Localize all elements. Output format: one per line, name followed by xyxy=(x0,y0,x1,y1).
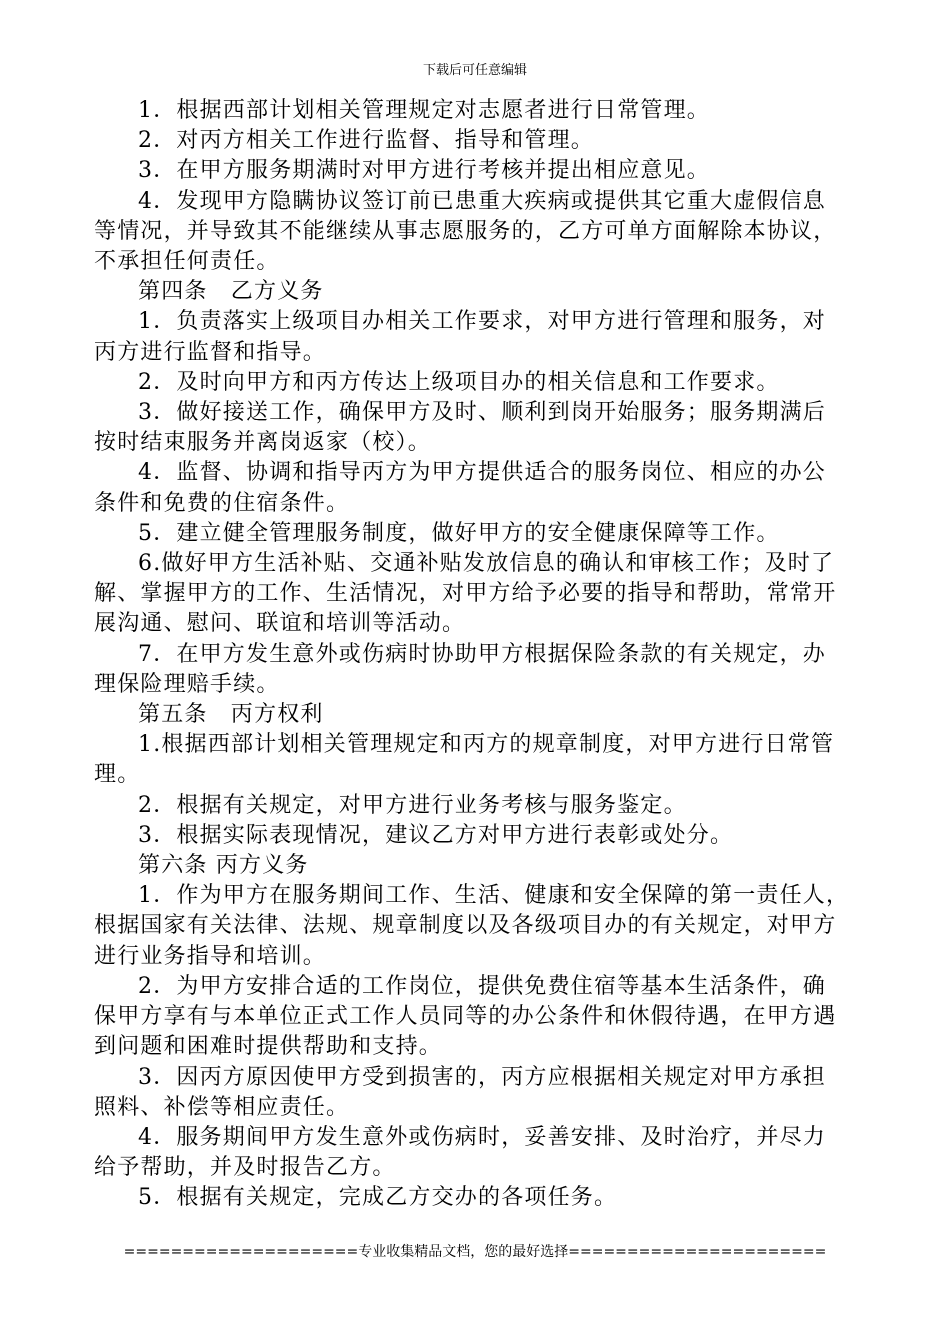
paragraph xyxy=(94,307,872,367)
text-line: 1.根据西部计划相关管理规定和丙方的规章制度，对甲方进行日常管 xyxy=(138,732,835,758)
paragraph xyxy=(94,398,872,458)
text-line: 到问题和困难时提供帮助和支持。 xyxy=(94,1034,443,1060)
page-header: 下载后可任意编辑 xyxy=(422,63,527,78)
text-line: 进行业务指导和培训。 xyxy=(94,943,327,969)
paragraph xyxy=(94,1183,872,1213)
text-line: 3．做好接送工作，确保甲方及时、顺利到岗开始服务；服务期满后 xyxy=(138,400,826,426)
paragraph xyxy=(94,368,872,398)
section-heading-4: 第四条 乙方义务 xyxy=(138,279,324,305)
document-body xyxy=(94,96,872,1214)
text-line: 保甲方享有与本单位正式工作人员同等的办公条件和休假待遇，在甲方遇 xyxy=(94,1004,837,1030)
text-line: 3．根据实际表现情况，建议乙方对甲方进行表彰或处分。 xyxy=(138,822,734,848)
paragraph xyxy=(94,156,872,186)
section-heading-6: 第六条 丙方义务 xyxy=(138,853,309,879)
paragraph xyxy=(94,1123,872,1183)
paragraph xyxy=(94,549,872,640)
text-line: 等情况，并导致其不能继续从事志愿服务的，乙方可单方面解除本协议， xyxy=(94,218,837,244)
text-line: 理。 xyxy=(94,762,141,788)
text-line: 5．建立健全管理服务制度，做好甲方的安全健康保障等工作。 xyxy=(138,520,780,546)
paragraph xyxy=(94,640,872,700)
text-line: 照料、补偿等相应责任。 xyxy=(94,1094,350,1120)
paragraph xyxy=(94,1063,872,1123)
paragraph xyxy=(94,126,872,156)
text-line: 理保险理赔手续。 xyxy=(94,671,280,697)
paragraph xyxy=(94,821,872,851)
text-line: 不承担任何责任。 xyxy=(94,249,280,275)
text-line: 3．在甲方服务期满时对甲方进行考核并提出相应意见。 xyxy=(138,158,710,184)
text-line: 6.做好甲方生活补贴、交通补贴发放信息的确认和审核工作；及时了 xyxy=(138,551,835,577)
paragraph xyxy=(94,881,872,972)
page-footer: ====================专业收集精品文档，您的最好选择====================== xyxy=(123,1244,827,1260)
paragraph xyxy=(94,187,872,278)
text-line: 5．根据有关规定，完成乙方交办的各项任务。 xyxy=(138,1185,618,1211)
paragraph xyxy=(94,96,872,126)
text-line: 2．根据有关规定，对甲方进行业务考核与服务鉴定。 xyxy=(138,792,687,818)
text-line: 丙方进行监督和指导。 xyxy=(94,339,327,365)
paragraph xyxy=(94,519,872,549)
text-line: 1．负责落实上级项目办相关工作要求，对甲方进行管理和服务，对 xyxy=(138,309,826,335)
text-line: 给予帮助，并及时报告乙方。 xyxy=(94,1155,396,1181)
text-line: 按时结束服务并离岗返家（校）。 xyxy=(94,430,432,456)
text-line: 2．为甲方安排合适的工作岗位，提供免费住宿等基本生活条件，确 xyxy=(138,973,826,999)
text-line: 4．服务期间甲方发生意外或伤病时，妥善安排、及时治疗，并尽力 xyxy=(138,1124,826,1150)
text-line: 3．因丙方原因使甲方受到损害的，丙方应根据相关规定对甲方承担 xyxy=(138,1064,826,1090)
text-line: 2．及时向甲方和丙方传达上级项目办的相关信息和工作要求。 xyxy=(138,369,780,395)
text-line: 4．发现甲方隐瞒协议签订前已患重大疾病或提供其它重大虚假信息 xyxy=(138,188,826,214)
paragraph xyxy=(94,972,872,1063)
paragraph xyxy=(94,458,872,518)
text-line: 2．对丙方相关工作进行监督、指导和管理。 xyxy=(138,128,594,154)
text-line: 4．监督、协调和指导丙方为甲方提供适合的服务岗位、相应的办公 xyxy=(138,460,826,486)
text-line: 1．作为甲方在服务期间工作、生活、健康和安全保障的第一责任人， xyxy=(138,883,850,909)
text-line: 条件和免费的住宿条件。 xyxy=(94,490,350,516)
paragraph xyxy=(94,791,872,821)
paragraph xyxy=(94,730,872,790)
text-line: 根据国家有关法律、法规、规章制度以及各级项目办的有关规定，对甲方 xyxy=(94,913,837,939)
text-line: 7．在甲方发生意外或伤病时协助甲方根据保险条款的有关规定，办 xyxy=(138,641,826,667)
text-line: 展沟通、慰问、联谊和培训等活动。 xyxy=(94,611,466,637)
section-heading-5: 第五条 丙方权利 xyxy=(138,702,324,728)
text-line: 解、掌握甲方的工作、生活情况，对甲方给予必要的指导和帮助，常常开 xyxy=(94,581,837,607)
text-line: 1．根据西部计划相关管理规定对志愿者进行日常管理。 xyxy=(138,98,710,123)
